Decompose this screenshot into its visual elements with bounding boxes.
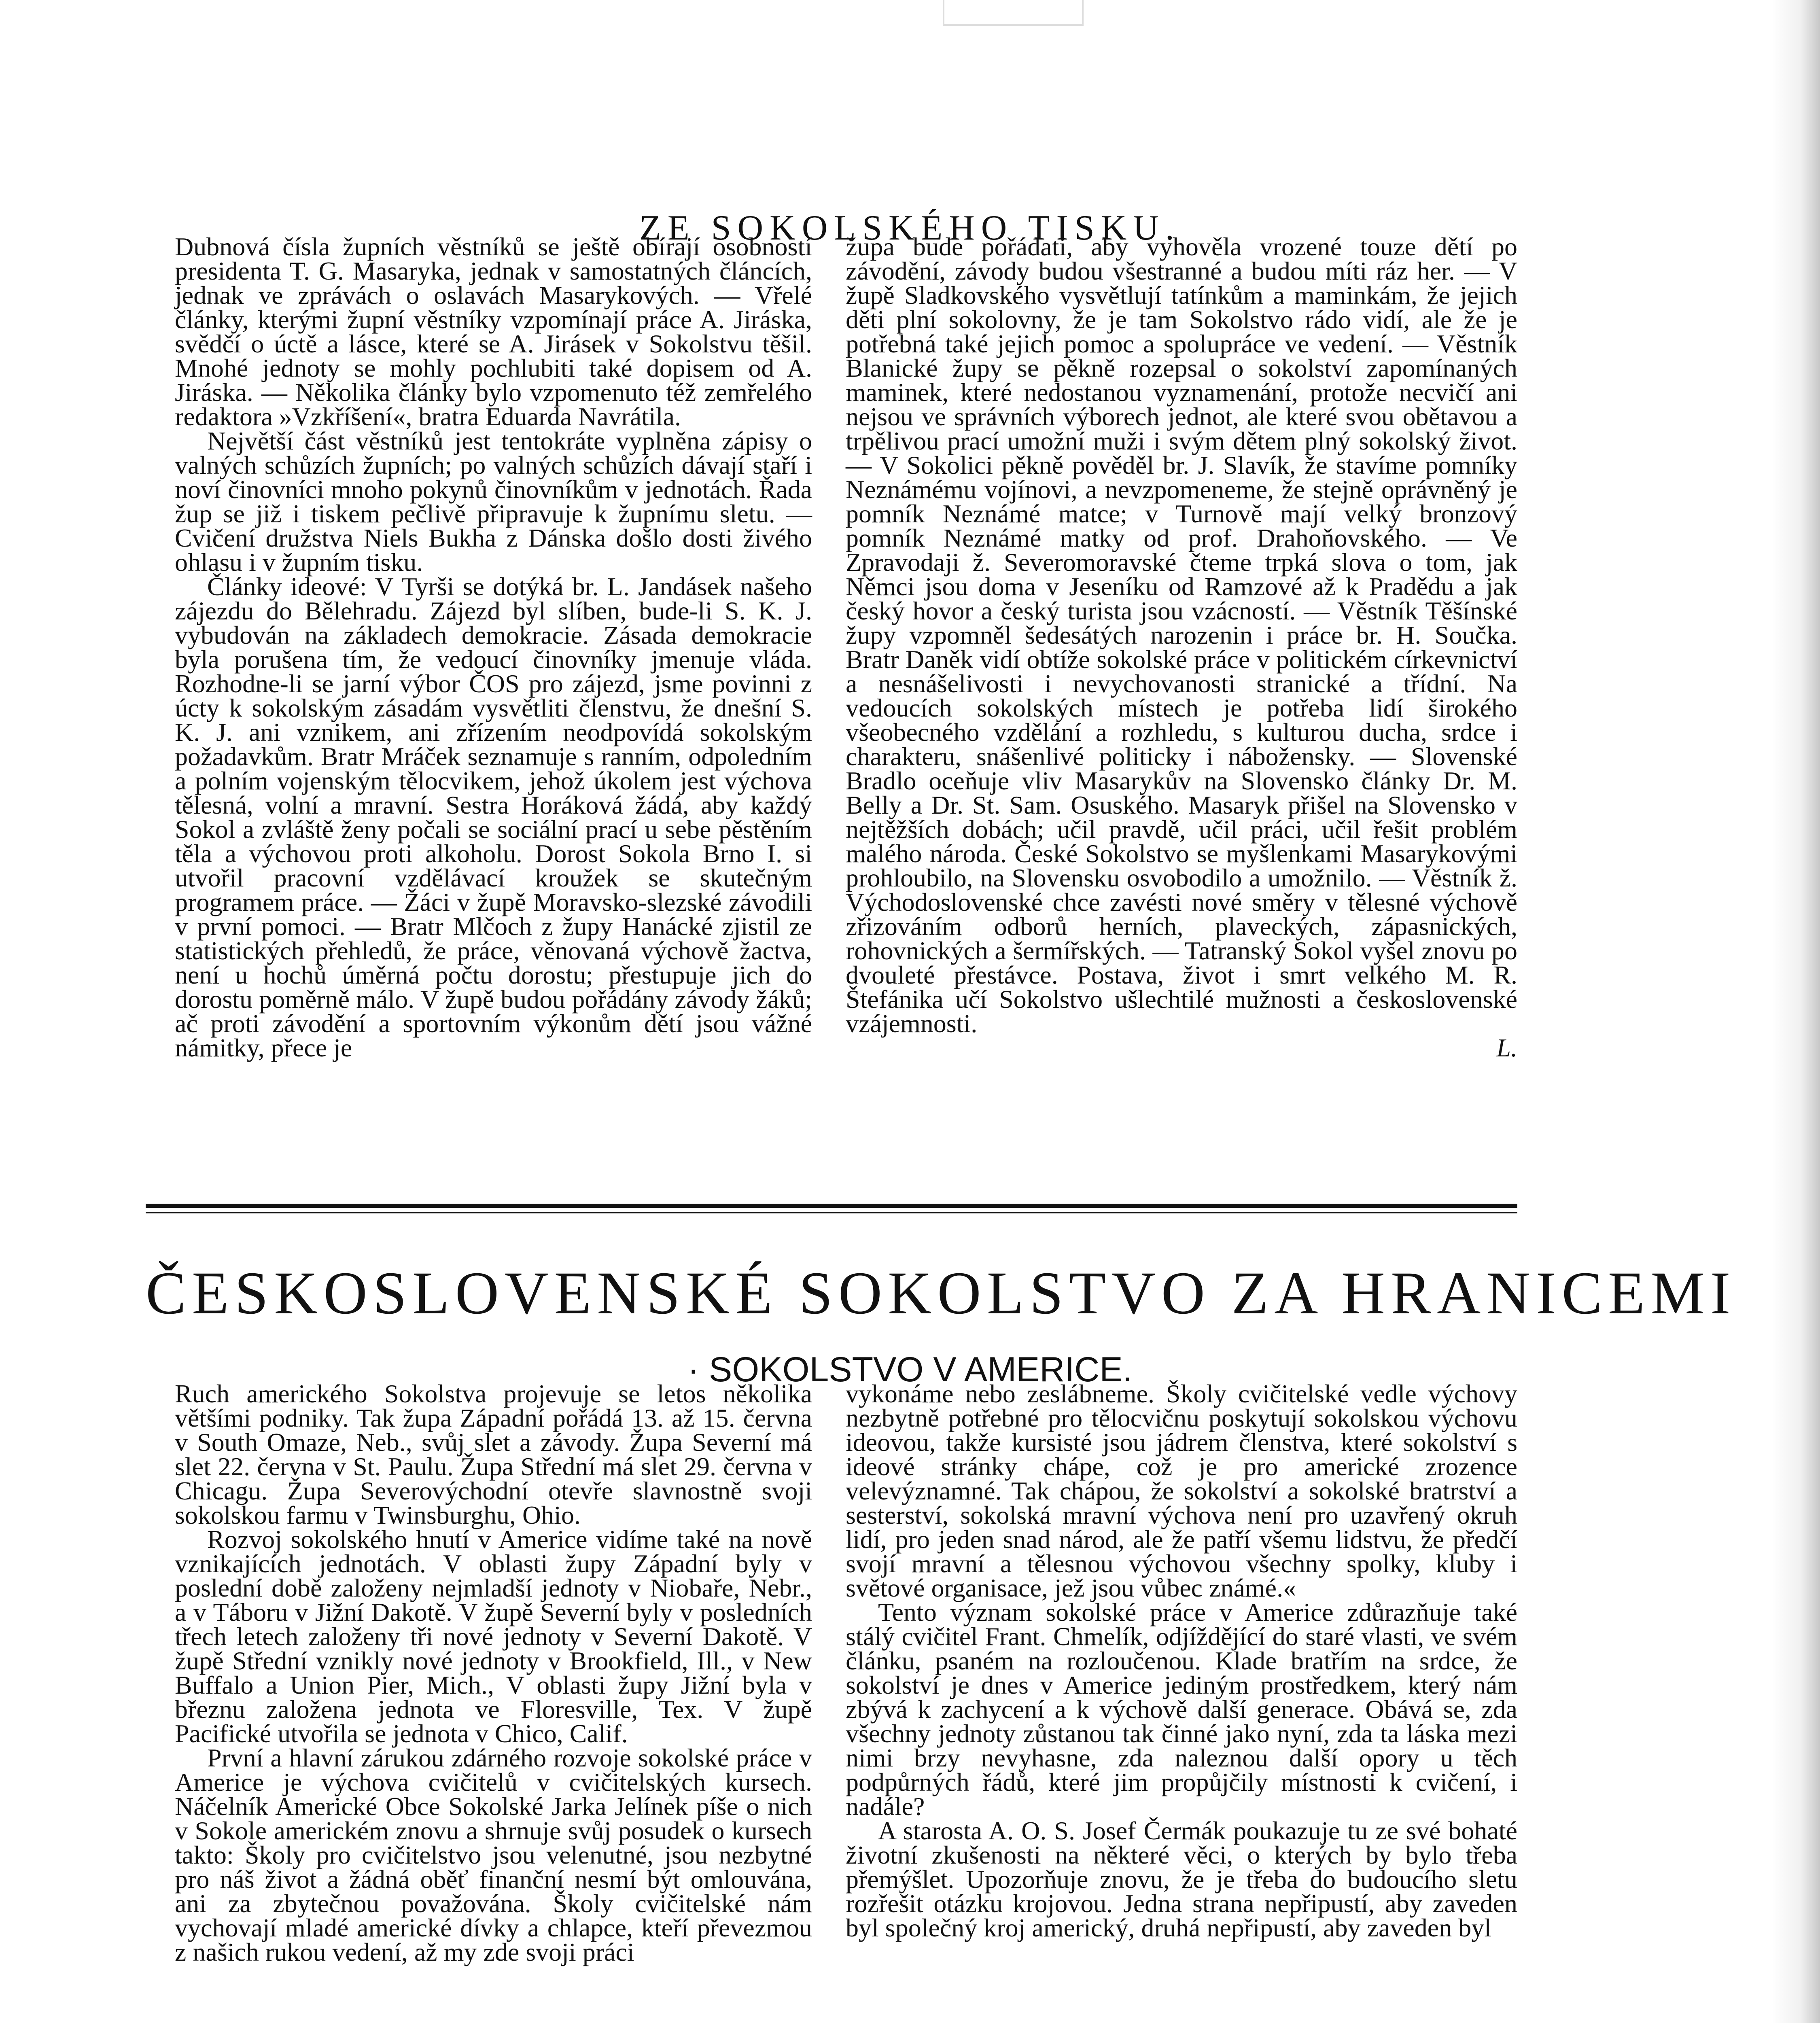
section2-column-left	[175, 1379, 812, 1966]
section-title-sokol-abroad: ČESKOSLOVENSKÉ SOKOLSTVO ZA HRANICEMI	[146, 1259, 1736, 1327]
section1-column-right	[846, 232, 1517, 1062]
paragraph: Rozvoj sokolského hnutí v Americe vidíme také na nově vznikajících jednotách. V oblasti župy Západní byly v poslední době založeny nejmladší jednoty v Niobaře, Nebr., a v Táboru v Jižní Dakotě. V župě Severní byly v posledních třech letech založeny tři nové jednoty v Severní Dakotě. V župě Střední vznikly nové jednoty v Brookfield, Ill., v New Buffalo a Union Pier, Mich., V oblasti župy Jižní byla v březnu založena jednota ve Floresville, Tex. V župě Pacifické utvořila se jednota v Chico, Calif.	[175, 1525, 812, 1748]
paragraph: Články ideové: V Tyrši se dotýká br. L. Jandásek našeho zájezdu do Bělehradu. Zájezd byl slíben, bude-li S. K. J. vybudován na základech demokracie. Zásada demokracie byla porušena tím, že vedoucí činovníky jmenuje vláda. Rozhodne-li se jarní výbor ČOS pro zájezd, jsme povinni z úcty k sokolským zásadám vysvětliti členstvu, že dnešní S. K. J. ani vznikem, ani zřízením neodpovídá sokolským požadavkům. Bratr Mráček seznamuje s ranním, odpoledním a polním vojenským tělocvikem, jehož úkolem jest výchova tělesná, volní a mravní. Sestra Horáková žádá, aby každý Sokol a zvláště ženy počali se sociální prací u sebe pěstěním těla a výchovou proti alkoholu. Dorost Sokola Brno I. si utvořil pracovní vzdělávací kroužek se skutečným programem práce. — Žáci v župě Moravsko-slezské závodili v první pomoci. — Bratr Mlčoch z župy Hanácké zjistil ze statistických přehledů, že práce, věnovaná výchově žactva, není u hochů úměrná počtu dorostu; přestupuje jich do dorostu poměrně málo. V župě budou pořádány závody žáků; ač proti závodění a sportovním výkonům dětí jsou vážné námitky, přece je	[175, 572, 812, 1062]
section-divider-thick	[146, 1204, 1517, 1208]
section-divider-thin	[146, 1212, 1517, 1213]
paragraph: Tento význam sokolské práce v Americe zdůrazňuje také stálý cvičitel Frant. Chmelík, odjíždějící do staré vlasti, ve svém článku, psaném na rozloučenou. Klade bratřím na srdce, že sokolství je dnes v Americe jediným prostředkem, který nám zbývá k zachycení a k výchově další generace. Obává se, zda všechny jednoty zůstanou tak činné jako nyní, zda ta láska mezi nimi brzy nevyhasne, zda naleznou další opory u těch podpůrných řádů, které jim propůjčily místnosti k cvičení, i nadále?	[846, 1598, 1517, 1821]
scan-edge-shadow-right	[1771, 0, 1820, 2023]
paragraph: župa bude pořádati, aby vyhověla vrozené touze dětí po závodění, závody budou všestranné a budou míti ráz her. — V župě Sladkovského vysvětlují tatínkům a maminkám, že jejich děti plní sokolovny, že je tam Sokolstvo rádo vidí, ale že je potřebná také jejich pomoc a spolupráce ve vedení. — Věstník Blanické župy se pěkně rozepsal o sokolství zapomínaných maminek, které nedostanou vyznamenání, protože necvičí ani nejsou ve správních výborech jednot, ale které svou obětavou a trpělivou prací umožní muži i svým dětem plný sokolský život. — V Sokolici pěkně pověděl br. J. Slavík, že stavíme pomníky Neznámému vojínovi, a nevzpomeneme, že stejně oprávněný je pomník Neznámé matce; v Turnově mají velký bronzový pomník Neznámé matky od prof. Drahoňovského. — Ve Zpravodaji ž. Severomoravské čteme trpká slova o tom, jak Němci jsou doma v Jeseníku od Ramzové až k Pradědu a jak český hovor a český turista jsou vzácností. — Věstník Těšínské župy vzpomněl šedesátých narozenin i práce br. H. Součka. Bratr Daněk vidí obtíže sokolské práce v politickém církevnictví a nesnášelivosti i nevychovanosti stranické a třídní. Na vedoucích sokolských místech je potřeba lidí širokého všeobecného vzdělání a rozhledu, s kulturou ducha, srdce i charakteru, snášenlivé politicky i nábožensky. — Slovenské Bradlo oceňuje vliv Masarykův na Slovensko články Dr. M. Belly a Dr. St. Sam. Osuského. Masaryk přišel na Slovensko v nejtěžších dobách; učil pravdě, učil práci, učil řešit problém malého národa. České Sokolstvo se myšlenkami Masarykovými prohloubilo, na Slovensku osvobodilo a umožnilo. — Věstník ž. Východoslovenské chce zavésti nové směry v tělesné výchově zřizováním odborů herních, plaveckých, zápasnických, rohovnických a šermířských. — Tatranský Sokol vyšel znovu po dvouleté přestávce. Postava, život i smrt velkého M. R. Štefánika učí Sokolstvo ušlechtilé mužnosti a československé vzájemnosti.	[846, 232, 1517, 1038]
paragraph: Ruch amerického Sokolstva projevuje se letos několika většími podniky. Tak župa Západní pořádá 13. až 15. června v South Omaze, Neb., svůj slet a závody. Župa Severní má slet 22. června v St. Paulu. Župa Střední má slet 29. června v Chicagu. Župa Severovýchodní otevře slavnostně svoji sokolskou farmu v Twinsburghu, Ohio.	[175, 1379, 812, 1529]
paragraph: Největší část věstníků jest tentokráte vyplněna zápisy o valných schůzích župních; po valných schůzích dávají staří i noví činovníci mnoho pokynů činovníkům v jednotách. Řada žup se již i tiskem pečlivě připravuje k župnímu sletu. — Cvičení družstva Niels Bukha z Dánska došlo dosti živého ohlasu i v župním tisku.	[175, 426, 812, 577]
paragraph: Dubnová čísla župních věstníků se ještě obírají osobností presidenta T. G. Masaryka, jednak v samostatných článcích, jednak ve zprávách o oslavách Masarykových. — Vřelé články, kterými župní věstníky vzpomínají práce A. Jiráska, svědčí o úctě a lásce, které se A. Jirásek v Sokolstvu těšil. Mnohé jednoty se mohly pochlubiti také dopisem od A. Jiráska. — Několika články bylo vzpomenuto též zemřelého redaktora »Vzkříšení«, bratra Eduarda Navrátila.	[175, 232, 812, 431]
section-subtitle-sokol-america: · SOKOLSTVO V AMERICE.	[687, 1350, 1133, 1389]
section2-column-right	[846, 1379, 1517, 1942]
paragraph: vykonáme nebo zeslábneme. Školy cvičitelské vedle výchovy nezbytně potřebné pro tělocvičnu poskytují sokolskou výchovu ideovou, takže kursisté jsou jádrem členstva, které sokolství s ideové stránky chápe, což je pro americké zrozence velevýznamné. Tak chápou, že sokolství a sokolské bratrství a sesterství, sokolská mravní výchova není pro uzavřený okruh lidí, pro jeden snad národ, ale že patří všemu lidstvu, že předčí svojí mravní a tělesnou výchovou všechny spolky, kluby i světové organisace, jež jsou vůbec známé.«	[846, 1379, 1517, 1602]
scan-artifact-mark	[943, 0, 1084, 26]
paragraph: A starosta A. O. S. Josef Čermák poukazuje tu ze své bohaté životní zkušenosti na některé věci, o kterých by bylo třeba přemýšlet. Upozorňuje znovu, že je třeba do budoucího sletu rozřešit otázku krojovou. Jedna strana nepřipustí, aby zaveden byl společný kroj americký, druhá nepřipustí, aby zaveden byl	[846, 1816, 1517, 1942]
section1-column-left	[175, 232, 812, 1062]
paragraph: První a hlavní zárukou zdárného rozvoje sokolské práce v Americe je výchova cvičitelů v cvičitelských kursech. Náčelník Americké Obce Sokolské Jarka Jelínek píše o nich v Sokole americkém znovu a shrnuje svůj posudek o kursech takto: Školy pro cvičitelstvo jsou velenutné, jsou nezbytné pro náš život a žádná oběť finanční nesmí být omlouvána, ani za zbytečnou považována. Školy cvičitelské nám vychovají mladé americké dívky a chlapce, kteří převezmou z našich rukou vedení, až my zde svoji práci	[175, 1743, 812, 1966]
section-title-sokol-press: ZE SOKOLSKÉHO TISKU.	[639, 208, 1181, 248]
author-signature: L.	[1496, 1033, 1517, 1062]
